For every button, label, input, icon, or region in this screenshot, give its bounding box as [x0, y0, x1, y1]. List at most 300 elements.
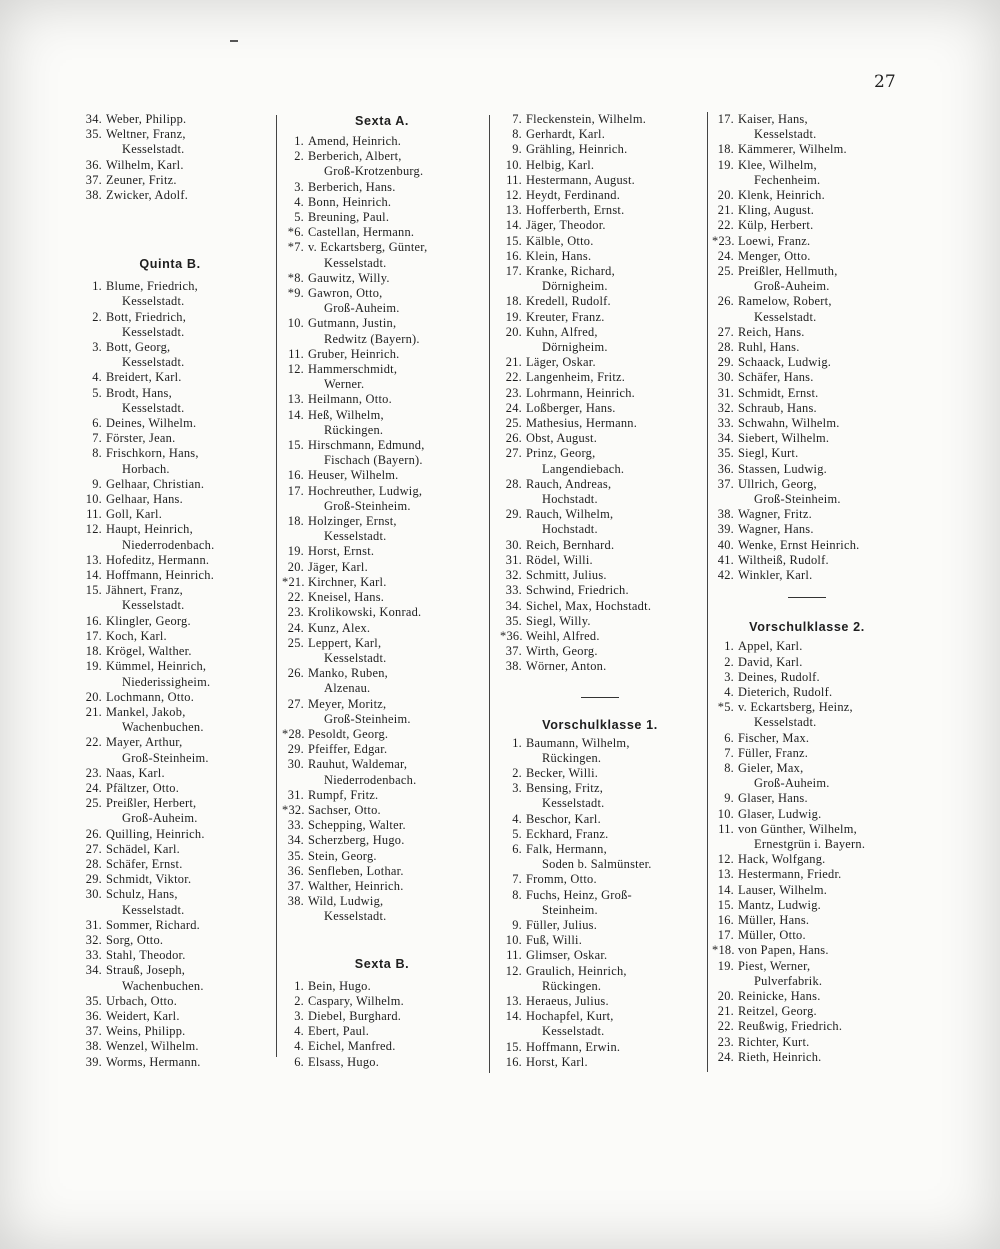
student-entry [282, 286, 482, 316]
student-name: Wild, Ludwig, [308, 894, 384, 909]
spacer [282, 925, 482, 955]
entry-number: 24. [85, 780, 102, 795]
entry-number: 12. [287, 362, 304, 377]
entry-number: 1. [294, 978, 304, 993]
student-residence: Soden b. Salmünster. [542, 857, 652, 872]
student-entry [282, 560, 482, 575]
student-name: Fromm, Otto. [526, 872, 597, 887]
student-name: Kranke, Richard, [526, 264, 615, 279]
student-name: Bott, Friedrich, [106, 309, 187, 324]
student-name: Stein, Georg. [308, 848, 377, 863]
student-name: Schaack, Ludwig. [738, 355, 832, 370]
student-residence: Rückingen. [542, 750, 602, 765]
entry-number: 1. [294, 134, 304, 148]
student-entry [500, 370, 700, 385]
entry-number: *23. [712, 233, 735, 248]
student-entry [712, 158, 902, 188]
student-residence: Rückingen. [542, 978, 602, 993]
student-name: v. Eckartsberg, Günter, [308, 240, 428, 255]
student-entry [80, 918, 260, 933]
entry-number: 15. [717, 897, 734, 912]
student-residence: Kesselstadt. [754, 127, 817, 142]
student-name: Gawron, Otto, [308, 286, 383, 301]
entry-number: 19. [287, 544, 304, 559]
entry-number: 30. [287, 757, 304, 772]
entry-number: 25. [287, 635, 304, 650]
student-name: Müller, Hans. [738, 912, 810, 927]
entry-number: 25. [85, 796, 102, 811]
student-entry [282, 894, 482, 924]
student-name: Jäger, Karl. [308, 559, 368, 574]
entry-number: 12. [85, 522, 102, 537]
student-entry [500, 888, 700, 918]
student-residence: Kesselstadt. [122, 294, 185, 309]
entry-number: 35. [287, 848, 304, 863]
entry-number: 11. [506, 172, 522, 187]
entry-number: 25. [505, 416, 522, 431]
student-entry [282, 438, 482, 468]
entry-number: 27. [85, 841, 102, 856]
student-residence: Niederrodenbach. [324, 772, 417, 787]
student-name: Sachser, Otto. [308, 802, 381, 817]
student-entry [712, 655, 902, 670]
student-entry [282, 134, 482, 149]
entry-number: 34. [287, 833, 304, 848]
student-entry [712, 264, 902, 294]
student-entry [500, 1055, 700, 1070]
entry-number: 22. [717, 218, 734, 233]
student-entry [80, 827, 260, 842]
student-name: Mathesius, Hermann. [526, 416, 638, 431]
student-name: Haupt, Heinrich, [106, 522, 193, 537]
spacer [500, 675, 700, 697]
student-name: Klee, Wilhelm, [738, 157, 817, 172]
student-name: Prinz, Georg, [526, 446, 596, 461]
column-rule [276, 115, 277, 1057]
student-name: Eckhard, Franz. [526, 826, 609, 841]
student-entry [500, 310, 700, 325]
student-entry [500, 1009, 700, 1039]
student-name: Kaiser, Hans, [738, 112, 808, 126]
entry-number: 5. [92, 385, 102, 400]
student-entry [282, 742, 482, 757]
student-name: Schwind, Friedrich. [526, 583, 629, 598]
student-name: Obst, August. [526, 431, 598, 446]
student-name: Reußwig, Friedrich. [738, 1019, 843, 1034]
entry-number: 26. [505, 431, 522, 446]
entry-number: 37. [717, 476, 734, 491]
student-entry [282, 316, 482, 346]
entry-number: 39. [85, 1054, 102, 1069]
student-entry [712, 700, 902, 730]
student-entry [80, 477, 260, 492]
entry-number: 20. [717, 988, 734, 1003]
student-name: Hammerschmidt, [308, 362, 398, 377]
student-entry [712, 370, 902, 385]
student-name: Schädel, Karl. [106, 841, 181, 856]
student-name: Pfeiffer, Edgar. [308, 742, 388, 757]
student-entry [80, 933, 260, 948]
entry-number: 38. [717, 507, 734, 522]
student-entry [282, 195, 482, 210]
entry-number: 19. [85, 659, 102, 674]
entry-number: 6. [512, 841, 522, 856]
student-name: Mankel, Jakob, [106, 704, 186, 719]
student-name: Loßberger, Hans. [526, 400, 616, 415]
student-entry [712, 340, 902, 355]
entry-number: 20. [287, 559, 304, 574]
student-name: Siegl, Kurt. [738, 446, 799, 461]
student-name: Bensing, Fritz, [526, 781, 604, 796]
student-entry [712, 898, 902, 913]
student-entry [282, 994, 482, 1009]
entry-number: 8. [92, 446, 102, 461]
student-entry [712, 553, 902, 568]
student-name: Loewi, Franz. [738, 233, 811, 248]
entry-number: 20. [717, 188, 734, 203]
student-entry [500, 507, 700, 537]
student-entry [712, 234, 902, 249]
student-entry [500, 294, 700, 309]
student-entry [712, 431, 902, 446]
student-name: Kreuter, Franz. [526, 309, 605, 324]
student-name: David, Karl. [738, 654, 803, 669]
student-entry [80, 310, 260, 340]
student-entry [712, 1035, 902, 1050]
student-entry [712, 883, 902, 898]
student-name: Füller, Franz. [738, 745, 809, 760]
student-entry [282, 1055, 482, 1070]
student-name: Weidert, Karl. [106, 1008, 180, 1023]
entry-number: 10. [287, 316, 304, 331]
entry-number: 4. [294, 1024, 304, 1039]
entry-number: 10. [85, 492, 102, 507]
student-entry [500, 766, 700, 781]
student-name: Bein, Hugo. [308, 978, 371, 993]
student-entry [500, 629, 700, 644]
student-residence: Niederrodenbach. [122, 537, 215, 552]
entry-number: 11. [86, 507, 102, 522]
student-residence: Groß-Steinheim. [122, 750, 209, 765]
entry-number: 19. [717, 958, 734, 973]
entry-number: 37. [505, 644, 522, 659]
student-entry [80, 644, 260, 659]
student-name: Preißler, Herbert, [106, 796, 197, 811]
entry-number: 34. [85, 112, 102, 126]
student-entry [80, 158, 260, 173]
student-entry [500, 416, 700, 431]
entry-number: 23. [505, 385, 522, 400]
student-name: Breuning, Paul. [308, 210, 390, 225]
student-name: Klingler, Georg. [106, 613, 191, 628]
student-entry [500, 736, 700, 766]
student-name: Hofferberth, Ernst. [526, 203, 625, 218]
entry-number: 3. [294, 1008, 304, 1023]
student-name: von Papen, Hans. [738, 943, 829, 958]
student-entry [282, 727, 482, 742]
entry-number: 21. [717, 203, 734, 218]
student-entry [712, 822, 902, 852]
student-entry [80, 173, 260, 188]
student-entry [712, 943, 902, 958]
student-entry [282, 210, 482, 225]
student-entry [500, 386, 700, 401]
student-name: Heydt, Ferdinand. [526, 188, 621, 203]
student-entry [500, 355, 700, 370]
student-entry [282, 408, 482, 438]
entry-number: 31. [505, 552, 522, 567]
student-entry [282, 362, 482, 392]
student-entry [80, 127, 260, 157]
entry-number: 31. [717, 385, 734, 400]
student-name: Schulz, Hans, [106, 887, 178, 902]
student-name: Ruhl, Hans. [738, 340, 800, 355]
student-name: Frischkorn, Hans, [106, 446, 199, 461]
student-entry [282, 803, 482, 818]
entry-number: *7. [287, 240, 304, 255]
student-name: Kälble, Otto. [526, 233, 594, 248]
student-name: Weihl, Alfred. [526, 628, 600, 643]
entry-number: 14. [717, 882, 734, 897]
entry-number: 14. [505, 1009, 522, 1024]
student-entry [282, 392, 482, 407]
entry-number: 2. [294, 149, 304, 164]
student-entry [712, 142, 902, 157]
spacer [80, 203, 260, 255]
column-2 [282, 112, 482, 1070]
student-name: Lohrmann, Heinrich. [526, 385, 636, 400]
column-rule [489, 115, 490, 1073]
entry-number: 1. [92, 279, 102, 294]
entry-number: 7. [512, 872, 522, 887]
student-name: Hofeditz, Hermann. [106, 552, 210, 567]
student-entry [80, 887, 260, 917]
student-residence: Dörnigheim. [542, 279, 608, 294]
student-name: Piest, Werner, [738, 958, 811, 973]
student-name: Ebert, Paul. [308, 1024, 370, 1039]
student-entry [282, 757, 482, 787]
student-name: Kling, August. [738, 203, 815, 218]
student-entry [712, 807, 902, 822]
entry-number: 41. [717, 552, 734, 567]
student-name: Wenzel, Wilhelm. [106, 1039, 199, 1054]
entry-number: 38. [505, 659, 522, 674]
student-entry [712, 112, 902, 142]
student-name: Winkler, Karl. [738, 568, 813, 583]
student-entry [712, 639, 902, 654]
student-name: Gauwitz, Willy. [308, 270, 390, 285]
student-entry [500, 1040, 700, 1055]
student-name: Bonn, Heinrich. [308, 194, 392, 209]
student-entry [282, 849, 482, 864]
student-entry [80, 872, 260, 887]
student-name: Wiltheiß, Rudolf. [738, 552, 829, 567]
entry-number: 37. [287, 878, 304, 893]
student-entry [80, 705, 260, 735]
entry-number: 20. [505, 324, 522, 339]
student-entry [282, 575, 482, 590]
entry-number: 29. [287, 742, 304, 757]
student-entry [80, 340, 260, 370]
student-entry [500, 568, 700, 583]
student-entry [500, 918, 700, 933]
student-name: Rauch, Andreas, [526, 476, 612, 491]
student-entry [712, 249, 902, 264]
student-residence: Fischach (Bayern). [324, 453, 423, 468]
student-name: Hack, Wolfgang. [738, 852, 826, 867]
student-name: Langenheim, Fritz. [526, 370, 626, 385]
student-name: Mantz, Ludwig. [738, 897, 821, 912]
entry-number: 24. [717, 248, 734, 263]
student-name: Weltner, Franz, [106, 127, 186, 142]
student-entry [80, 1009, 260, 1024]
student-name: Kredell, Rudolf. [526, 294, 611, 309]
student-entry [712, 852, 902, 867]
student-name: Gieler, Max, [738, 760, 804, 775]
column-3 [500, 112, 700, 1070]
student-name: Gelhaar, Hans. [106, 492, 183, 507]
spacer [500, 698, 700, 716]
student-residence: Werner. [324, 377, 365, 392]
student-entry [80, 766, 260, 781]
student-name: Krolikowski, Konrad. [308, 605, 422, 620]
student-entry [282, 636, 482, 666]
entry-number: 33. [287, 818, 304, 833]
student-name: Wagner, Fritz. [738, 507, 812, 522]
student-residence: Dörnigheim. [542, 340, 608, 355]
entry-number: 33. [85, 948, 102, 963]
student-entry [712, 1004, 902, 1019]
entry-number: 31. [287, 787, 304, 802]
student-name: Jäger, Theodor. [526, 218, 606, 233]
student-name: Gruber, Heinrich. [308, 346, 400, 361]
student-entry [282, 833, 482, 848]
entry-number: 2. [512, 765, 522, 780]
student-name: Pfältzer, Otto. [106, 780, 180, 795]
class-heading: Vorschulklasse 1. [542, 717, 658, 732]
student-name: Walther, Heinrich. [308, 878, 404, 893]
student-name: Schmitt, Julius. [526, 568, 607, 583]
entry-number: 13. [85, 552, 102, 567]
entry-number: 16. [717, 912, 734, 927]
student-residence: Fechenheim. [754, 172, 821, 187]
student-name: Berberich, Albert, [308, 149, 402, 164]
student-entry [500, 644, 700, 659]
student-name: Quilling, Heinrich. [106, 826, 205, 841]
entry-number: 34. [505, 598, 522, 613]
student-name: Deines, Rudolf. [738, 669, 820, 684]
student-residence: Kesselstadt. [754, 715, 817, 730]
student-name: Lochmann, Otto. [106, 689, 195, 704]
student-name: Hochreuther, Ludwig, [308, 483, 423, 498]
entry-number: 9. [512, 142, 522, 157]
entry-number: 16. [287, 468, 304, 483]
student-residence: Wachenbuchen. [122, 720, 204, 735]
student-name: Strauß, Joseph, [106, 963, 186, 978]
entry-number: 2. [92, 309, 102, 324]
student-name: Meyer, Moritz, [308, 696, 387, 711]
student-entry [500, 188, 700, 203]
student-name: Siegl, Willy. [526, 613, 591, 628]
student-name: Zeuner, Fritz. [106, 172, 177, 187]
student-name: Reitzel, Georg. [738, 1004, 817, 1019]
student-residence: Pulverfabrik. [754, 973, 823, 988]
entry-number: 17. [717, 112, 734, 126]
entry-number: 9. [724, 791, 734, 806]
entry-number: 7. [92, 431, 102, 446]
entry-number: 6. [294, 1054, 304, 1069]
student-residence: Redwitz (Bayern). [324, 331, 420, 346]
student-name: Fischer, Max. [738, 730, 810, 745]
student-entry [282, 605, 482, 620]
student-name: Heraeus, Julius. [526, 993, 609, 1008]
student-residence: Groß-Steinheim. [324, 711, 411, 726]
student-entry [500, 477, 700, 507]
student-entry [80, 1039, 260, 1054]
entry-number: *18. [712, 943, 735, 958]
student-name: Sommer, Richard. [106, 917, 201, 932]
student-entry [712, 538, 902, 553]
student-name: von Günther, Wilhelm, [738, 821, 857, 836]
entry-number: 23. [85, 765, 102, 780]
entry-number: 39. [717, 522, 734, 537]
class-heading: Vorschulklasse 2. [749, 620, 865, 635]
entry-number: 20. [85, 689, 102, 704]
entry-number: 30. [505, 537, 522, 552]
entry-number: 14. [287, 407, 304, 422]
student-name: Kuhn, Alfred, [526, 324, 598, 339]
entry-number: *6. [287, 225, 304, 240]
student-name: Mayer, Arthur, [106, 735, 183, 750]
student-entry [712, 218, 902, 233]
student-name: Appel, Karl. [738, 639, 803, 654]
student-entry [80, 796, 260, 826]
student-name: Wenke, Ernst Heinrich. [738, 537, 860, 552]
student-entry [80, 614, 260, 629]
student-entry [500, 538, 700, 553]
student-residence: Wachenbuchen. [122, 978, 204, 993]
student-entry [282, 180, 482, 195]
student-name: Kirchner, Karl. [308, 574, 387, 589]
student-entry [80, 431, 260, 446]
student-entry [282, 818, 482, 833]
student-name: Becker, Willi. [526, 765, 599, 780]
student-entry [500, 264, 700, 294]
student-name: Schmidt, Ernst. [738, 385, 819, 400]
entry-number: 31. [85, 917, 102, 932]
student-entry [500, 964, 700, 994]
student-name: Rieth, Heinrich. [738, 1049, 822, 1064]
student-name: Külp, Herbert. [738, 218, 814, 233]
student-residence: Hochstadt. [542, 492, 598, 507]
entry-number: 4. [512, 811, 522, 826]
spacer [712, 583, 902, 597]
student-entry [80, 735, 260, 765]
student-residence: Kesselstadt. [542, 796, 605, 811]
student-entry [712, 928, 902, 943]
student-entry [282, 879, 482, 894]
student-name: v. Eckartsberg, Heinz, [738, 700, 853, 715]
entry-number: 8. [724, 760, 734, 775]
entry-number: 21. [505, 355, 522, 370]
student-entry [500, 994, 700, 1009]
student-name: Caspary, Wilhelm. [308, 993, 404, 1008]
student-name: Graulich, Heinrich, [526, 963, 627, 978]
student-residence: Kesselstadt. [122, 598, 185, 613]
student-entry [712, 959, 902, 989]
student-residence: Ernestgrün i. Bayern. [754, 836, 866, 851]
student-name: Klenk, Heinrich. [738, 188, 825, 203]
